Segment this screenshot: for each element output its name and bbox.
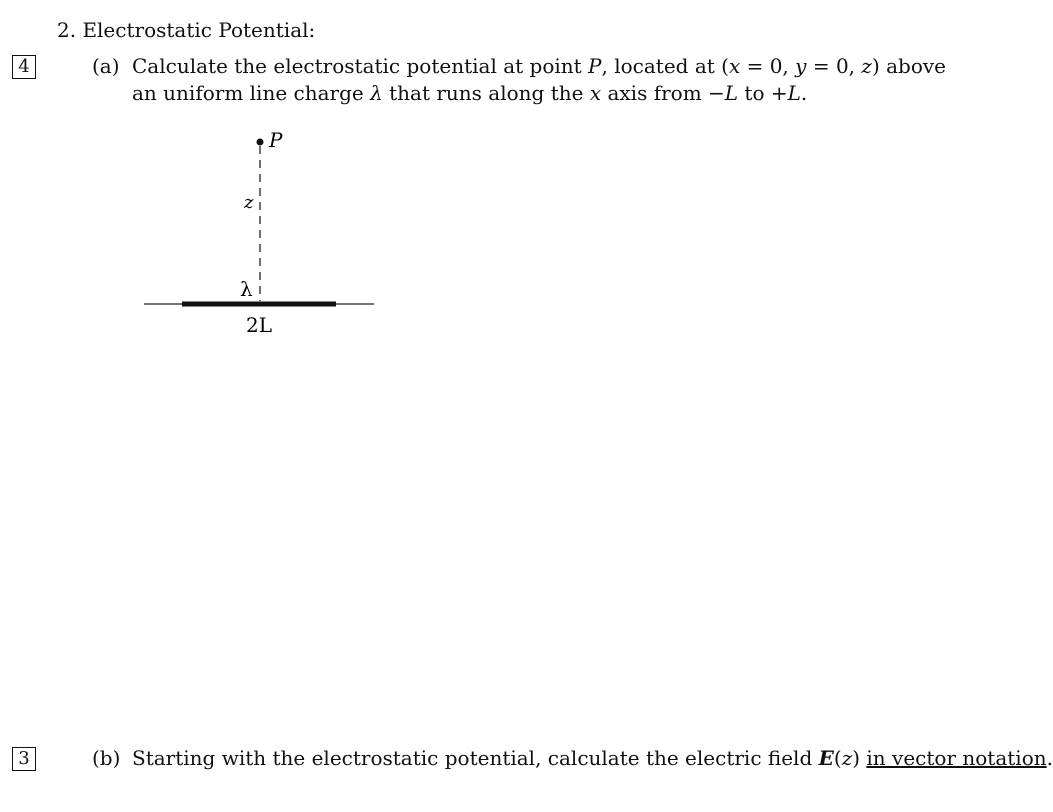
points-box-part-b: 3 <box>12 747 36 771</box>
part-a-question-line-1: Calculate the electrostatic potential at point P, located at (x = 0, y = 0, z) above <box>132 54 946 78</box>
height-z-label: z <box>244 192 254 213</box>
line-charge-figure <box>130 120 380 340</box>
points-box-part-a: 4 <box>12 55 36 79</box>
part-a-question-line-2: an uniform line charge λ that runs along the x axis from −L to +L. <box>132 81 808 105</box>
part-b-question: Starting with the electrostatic potential, calculate the electric field E(z) in vector notation. <box>132 746 1053 770</box>
problem-title: 2. Electrostatic Potential: <box>57 18 316 42</box>
part-a-label: (a) <box>92 54 120 78</box>
part-b-label: (b) <box>92 746 121 770</box>
point-p-label: P <box>269 128 283 152</box>
length-2l-label: 2L <box>246 313 273 337</box>
point-p-dot <box>257 139 264 146</box>
charge-lambda-label: λ <box>240 277 253 301</box>
